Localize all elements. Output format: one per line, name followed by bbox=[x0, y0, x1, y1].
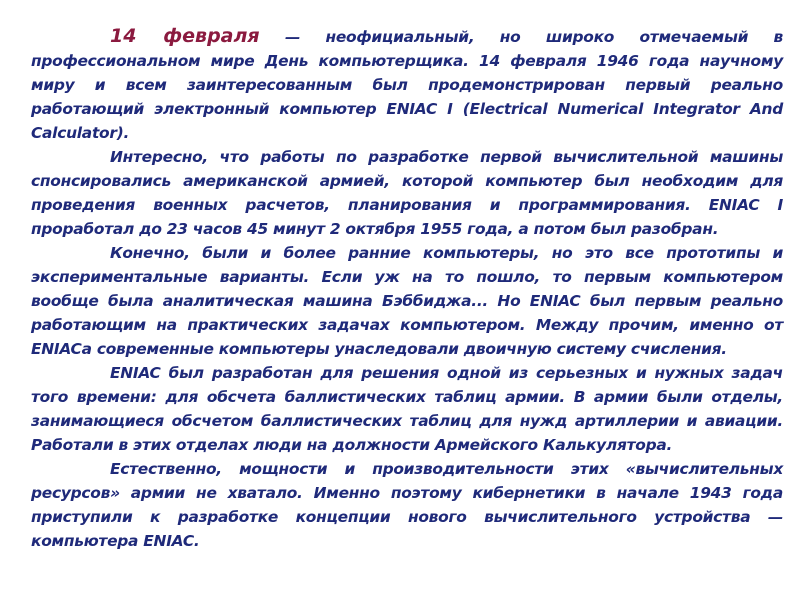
paragraph-1-text: — неофициальный, но широко отмечаемый в профессиональном мире День компьютерщика. 14 февраля 1946 года научному миру и всем заинтересованным был продемонстрирован первый реально работающий электронный компьютер ENIAC I (Electrical Numerical Integrator And Calculator). bbox=[31, 28, 783, 142]
document-body bbox=[31, 24, 783, 553]
paragraph-3: Конечно, были и более ранние компьютеры, но это все прототипы и экспериментальные варианты. Если уж на то пошло, то первым компьютером вообще была аналитическая машина Бэббиджа... Но ENIAC был первым реально работающим на практических задачах компьютером. Между прочим, именно от ENIACа современные компьютеры унаследовали двоичную систему счисления. bbox=[31, 244, 783, 358]
highlighted-date: 14 февраля bbox=[110, 25, 260, 47]
paragraph-1 bbox=[31, 24, 783, 145]
paragraph-4: ENIAC был разработан для решения одной из серьезных и нужных задач того времени: для обсчета баллистических таблиц армии. В армии были отделы, занимающиеся обсчетом баллистических таблиц для нужд артиллерии и авиации. Работали в этих отделах люди на должности Армейского Калькулятора. bbox=[31, 364, 783, 454]
paragraph-5: Естественно, мощности и производительности этих «вычислительных ресурсов» армии не хватало. Именно поэтому кибернетики в начале 1943 года приступили к разработке концепции нового вычислительного устройства — компьютера ENIAC. bbox=[31, 460, 783, 550]
paragraph-2: Интересно, что работы по разработке первой вычислительной машины спонсировались американской армией, которой компьютер был необходим для проведения военных расчетов, планирования и программирования. ENIAC I проработал до 23 часов 45 минут 2 октября 1955 года, а потом был разобран. bbox=[31, 148, 783, 238]
